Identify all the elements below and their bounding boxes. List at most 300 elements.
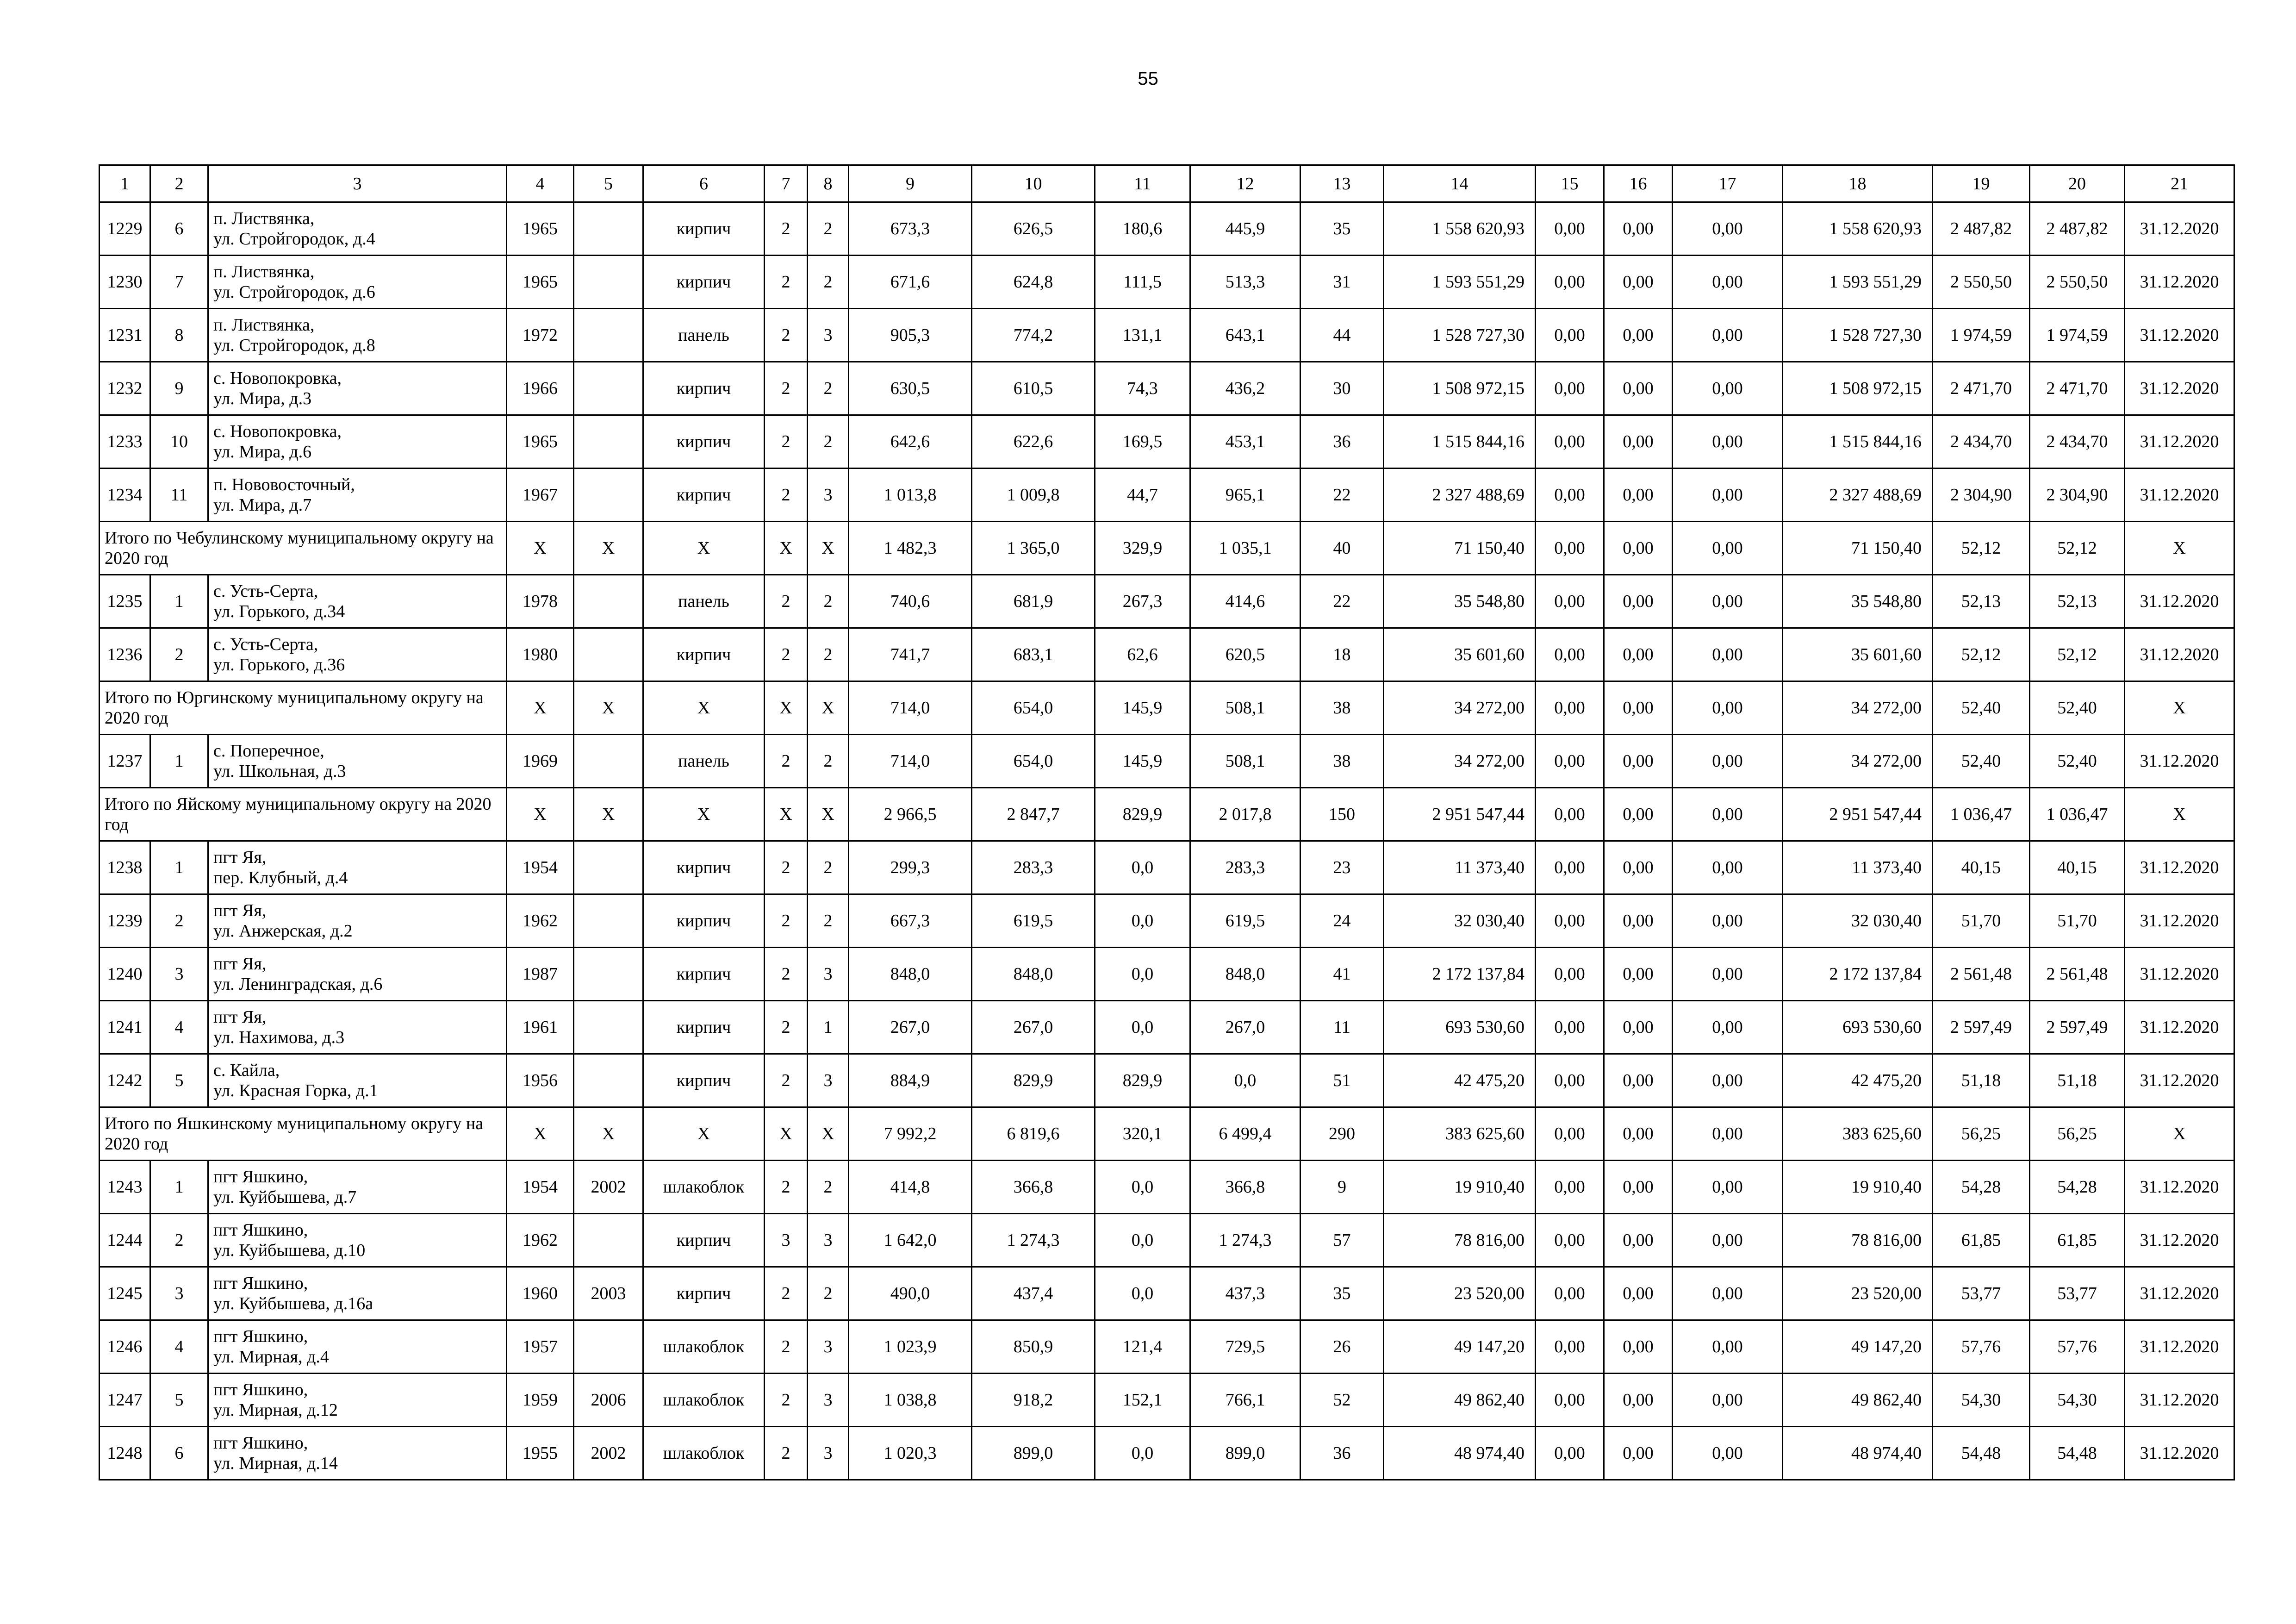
deadline-cell: 31.12.2020 [2125,468,2234,522]
value-cell-c12: 620,5 [1190,628,1300,681]
value-cell-c19: 2 487,82 [1933,202,2030,256]
value-cell-c16: 0,00 [1604,628,1673,681]
row-id-cell: 1245 [100,1267,150,1320]
value-cell-c14: 48 974,40 [1384,1427,1536,1480]
table-row [100,1427,2234,1480]
floors-cell: 3 [765,1214,808,1267]
table-row [100,1214,2234,1267]
value-cell-c16: 0,00 [1604,1107,1673,1161]
value-cell-c12: 267,0 [1190,1001,1300,1054]
row-id-cell: 1234 [100,468,150,522]
value-cell-c11: 0,0 [1095,948,1190,1001]
value-cell-c15: 0,00 [1536,1320,1604,1374]
row-number-cell: 1 [150,1161,208,1214]
value-cell-c13: 44 [1300,309,1384,362]
value-cell-c9: 714,0 [849,681,972,735]
value-cell-c19: 52,40 [1933,735,2030,788]
address-cell [208,362,507,415]
value-cell-c12: 729,5 [1190,1320,1300,1374]
value-cell-c9: 848,0 [849,948,972,1001]
housing-register-table [99,164,2235,1480]
value-cell-c14: 383 625,60 [1384,1107,1536,1161]
address-street: ул. Горького, д.36 [213,655,345,675]
value-cell-c9: 884,9 [849,1054,972,1107]
value-cell-c15: 0,00 [1536,415,1604,468]
deadline-cell: 31.12.2020 [2125,415,2234,468]
value-cell-c13: 52 [1300,1374,1384,1427]
value-cell-c16: 0,00 [1604,948,1673,1001]
year-rebuilt-cell [574,1001,643,1054]
value-cell-c19: 54,28 [1933,1161,2030,1214]
total-label-cell: Итого по Яйскому муниципальному округу на 2020 год [100,788,507,841]
value-cell-c15: 0,00 [1536,628,1604,681]
row-id-cell: 1244 [100,1214,150,1267]
floors-cell: 2 [765,1161,808,1214]
address-cell [208,468,507,522]
row-id-cell: 1241 [100,1001,150,1054]
value-cell-c19: 52,40 [1933,681,2030,735]
value-cell-c20: 52,12 [2030,628,2125,681]
floors-cell: 2 [765,841,808,894]
value-cell-c16: 0,00 [1604,575,1673,628]
value-cell-c14: 1 558 620,93 [1384,202,1536,256]
address-cell [208,1320,507,1374]
year-rebuilt-cell [574,256,643,309]
year-built-cell: 1957 [507,1320,574,1374]
value-cell-c20: 53,77 [2030,1267,2125,1320]
year-rebuilt-cell: 2003 [574,1267,643,1320]
address-cell [208,1054,507,1107]
value-cell-c19: 61,85 [1933,1214,2030,1267]
year-built-cell: X [507,681,574,735]
address-locality: с. Новопокровка, [213,369,342,388]
address-cell [208,309,507,362]
table-row [100,256,2234,309]
value-cell-c12: 848,0 [1190,948,1300,1001]
value-cell-c15: 0,00 [1536,309,1604,362]
value-cell-c12: 453,1 [1190,415,1300,468]
value-cell-c11: 145,9 [1095,735,1190,788]
value-cell-c15: 0,00 [1536,362,1604,415]
year-built-cell: 1959 [507,1374,574,1427]
entrances-cell: 2 [808,256,849,309]
deadline-cell: 31.12.2020 [2125,948,2234,1001]
value-cell-c18: 19 910,40 [1783,1161,1933,1214]
entrances-cell: 2 [808,415,849,468]
row-id-cell: 1239 [100,894,150,948]
value-cell-c20: 54,30 [2030,1374,2125,1427]
value-cell-c20: 54,48 [2030,1427,2125,1480]
row-number-cell: 7 [150,256,208,309]
value-cell-c15: 0,00 [1536,894,1604,948]
wall-material-cell: шлакоблок [643,1427,765,1480]
value-cell-c17: 0,00 [1673,1214,1783,1267]
row-id-cell: 1236 [100,628,150,681]
year-rebuilt-cell: X [574,681,643,735]
deadline-cell: 31.12.2020 [2125,309,2234,362]
value-cell-c13: 24 [1300,894,1384,948]
deadline-cell: 31.12.2020 [2125,1161,2234,1214]
address-locality: пгт Яшкино, [213,1220,308,1240]
value-cell-c19: 52,12 [1933,522,2030,575]
row-number-cell: 3 [150,1267,208,1320]
value-cell-c16: 0,00 [1604,1320,1673,1374]
value-cell-c9: 1 038,8 [849,1374,972,1427]
value-cell-c17: 0,00 [1673,468,1783,522]
value-cell-c11: 329,9 [1095,522,1190,575]
address-cell [208,735,507,788]
year-rebuilt-cell [574,309,643,362]
year-rebuilt-cell [574,948,643,1001]
entrances-cell: 2 [808,735,849,788]
address-cell [208,1001,507,1054]
value-cell-c14: 2 951 547,44 [1384,788,1536,841]
value-cell-c18: 42 475,20 [1783,1054,1933,1107]
value-cell-c16: 0,00 [1604,415,1673,468]
year-built-cell: 1978 [507,575,574,628]
value-cell-c16: 0,00 [1604,256,1673,309]
entrances-cell: 2 [808,202,849,256]
value-cell-c13: 36 [1300,415,1384,468]
value-cell-c14: 2 172 137,84 [1384,948,1536,1001]
year-rebuilt-cell: 2002 [574,1161,643,1214]
year-rebuilt-cell: X [574,1107,643,1161]
value-cell-c19: 40,15 [1933,841,2030,894]
address-locality: пгт Яшкино, [213,1433,308,1453]
value-cell-c11: 0,0 [1095,1161,1190,1214]
value-cell-c15: 0,00 [1536,1374,1604,1427]
wall-material-cell: кирпич [643,1214,765,1267]
address-locality: п. Листвянка, [213,262,315,281]
value-cell-c16: 0,00 [1604,1374,1673,1427]
value-cell-c15: 0,00 [1536,1161,1604,1214]
value-cell-c17: 0,00 [1673,522,1783,575]
wall-material-cell: кирпич [643,415,765,468]
year-built-cell: 1962 [507,1214,574,1267]
deadline-cell: 31.12.2020 [2125,202,2234,256]
value-cell-c15: 0,00 [1536,1107,1604,1161]
table-row [100,1054,2234,1107]
row-id-cell: 1240 [100,948,150,1001]
value-cell-c11: 62,6 [1095,628,1190,681]
year-built-cell: 1967 [507,468,574,522]
address-street: ул. Куйбышева, д.16а [213,1294,373,1313]
value-cell-c11: 267,3 [1095,575,1190,628]
value-cell-c10: 683,1 [972,628,1095,681]
floors-cell: 2 [765,1374,808,1427]
row-number-cell: 8 [150,309,208,362]
year-rebuilt-cell [574,841,643,894]
value-cell-c20: 54,28 [2030,1161,2125,1214]
value-cell-c18: 35 548,80 [1783,575,1933,628]
value-cell-c17: 0,00 [1673,362,1783,415]
value-cell-c9: 740,6 [849,575,972,628]
year-rebuilt-cell: 2002 [574,1427,643,1480]
value-cell-c19: 51,70 [1933,894,2030,948]
value-cell-c16: 0,00 [1604,894,1673,948]
entrances-cell: 1 [808,1001,849,1054]
value-cell-c12: 619,5 [1190,894,1300,948]
value-cell-c16: 0,00 [1604,735,1673,788]
entrances-cell: X [808,1107,849,1161]
address-locality: пгт Яшкино, [213,1380,308,1399]
floors-cell: 2 [765,1427,808,1480]
year-built-cell: 1955 [507,1427,574,1480]
deadline-cell: 31.12.2020 [2125,841,2234,894]
row-id-cell: 1246 [100,1320,150,1374]
value-cell-c11: 0,0 [1095,1001,1190,1054]
value-cell-c11: 0,0 [1095,1267,1190,1320]
deadline-cell: 31.12.2020 [2125,628,2234,681]
total-label-cell: Итого по Яшкинскому муниципальному округу на 2020 год [100,1107,507,1161]
value-cell-c10: 1 274,3 [972,1214,1095,1267]
address-locality: пгт Яшкино, [213,1274,308,1293]
floors-cell: 2 [765,256,808,309]
table-row [100,202,2234,256]
address-street: ул. Куйбышева, д.10 [213,1241,366,1260]
year-built-cell: 1954 [507,841,574,894]
value-cell-c10: 437,4 [972,1267,1095,1320]
total-row [100,788,2234,841]
value-cell-c19: 52,12 [1933,628,2030,681]
value-cell-c13: 9 [1300,1161,1384,1214]
table-row [100,894,2234,948]
value-cell-c18: 35 601,60 [1783,628,1933,681]
year-built-cell: 1960 [507,1267,574,1320]
value-cell-c13: 26 [1300,1320,1384,1374]
value-cell-c16: 0,00 [1604,362,1673,415]
value-cell-c18: 49 147,20 [1783,1320,1933,1374]
year-built-cell: 1965 [507,202,574,256]
value-cell-c18: 34 272,00 [1783,681,1933,735]
floors-cell: 2 [765,1320,808,1374]
table-row [100,362,2234,415]
floors-cell: 2 [765,1001,808,1054]
year-rebuilt-cell [574,1054,643,1107]
value-cell-c19: 2 561,48 [1933,948,2030,1001]
column-header-8: 8 [808,165,849,202]
value-cell-c14: 1 515 844,16 [1384,415,1536,468]
value-cell-c13: 38 [1300,681,1384,735]
value-cell-c20: 52,40 [2030,681,2125,735]
value-cell-c10: 654,0 [972,681,1095,735]
value-cell-c14: 34 272,00 [1384,681,1536,735]
wall-material-cell: кирпич [643,202,765,256]
row-id-cell: 1242 [100,1054,150,1107]
value-cell-c20: 2 550,50 [2030,256,2125,309]
year-built-cell: 1954 [507,1161,574,1214]
value-cell-c17: 0,00 [1673,735,1783,788]
value-cell-c17: 0,00 [1673,788,1783,841]
value-cell-c9: 7 992,2 [849,1107,972,1161]
value-cell-c20: 2 471,70 [2030,362,2125,415]
row-id-cell: 1232 [100,362,150,415]
deadline-cell: 31.12.2020 [2125,362,2234,415]
value-cell-c15: 0,00 [1536,1267,1604,1320]
value-cell-c17: 0,00 [1673,256,1783,309]
value-cell-c19: 2 550,50 [1933,256,2030,309]
address-cell [208,575,507,628]
value-cell-c9: 1 482,3 [849,522,972,575]
value-cell-c10: 899,0 [972,1427,1095,1480]
address-street: ул. Анжерская, д.2 [213,921,353,941]
value-cell-c10: 1 365,0 [972,522,1095,575]
row-number-cell: 11 [150,468,208,522]
value-cell-c10: 2 847,7 [972,788,1095,841]
column-header-16: 16 [1604,165,1673,202]
value-cell-c13: 290 [1300,1107,1384,1161]
value-cell-c12: 366,8 [1190,1161,1300,1214]
row-id-cell: 1229 [100,202,150,256]
deadline-cell: 31.12.2020 [2125,1374,2234,1427]
value-cell-c17: 0,00 [1673,1374,1783,1427]
value-cell-c15: 0,00 [1536,948,1604,1001]
wall-material-cell: X [643,681,765,735]
year-rebuilt-cell: X [574,522,643,575]
value-cell-c14: 49 862,40 [1384,1374,1536,1427]
value-cell-c17: 0,00 [1673,1001,1783,1054]
address-street: ул. Стройгородок, д.6 [213,282,375,302]
value-cell-c13: 30 [1300,362,1384,415]
value-cell-c12: 283,3 [1190,841,1300,894]
value-cell-c12: 437,3 [1190,1267,1300,1320]
entrances-cell: 2 [808,575,849,628]
wall-material-cell: кирпич [643,362,765,415]
value-cell-c15: 0,00 [1536,202,1604,256]
value-cell-c10: 918,2 [972,1374,1095,1427]
value-cell-c12: 0,0 [1190,1054,1300,1107]
value-cell-c16: 0,00 [1604,1054,1673,1107]
row-number-cell: 6 [150,202,208,256]
table-row [100,575,2234,628]
year-rebuilt-cell [574,575,643,628]
floors-cell: 2 [765,1267,808,1320]
year-built-cell: 1972 [507,309,574,362]
value-cell-c14: 2 327 488,69 [1384,468,1536,522]
deadline-cell: 31.12.2020 [2125,575,2234,628]
address-locality: п. Нововосточный, [213,475,355,494]
floors-cell: X [765,681,808,735]
row-id-cell: 1233 [100,415,150,468]
wall-material-cell: кирпич [643,1001,765,1054]
floors-cell: 2 [765,1054,808,1107]
row-number-cell: 3 [150,948,208,1001]
value-cell-c13: 31 [1300,256,1384,309]
value-cell-c16: 0,00 [1604,1161,1673,1214]
value-cell-c16: 0,00 [1604,681,1673,735]
entrances-cell: 3 [808,1214,849,1267]
total-row [100,681,2234,735]
row-id-cell: 1248 [100,1427,150,1480]
value-cell-c17: 0,00 [1673,948,1783,1001]
value-cell-c16: 0,00 [1604,1001,1673,1054]
value-cell-c18: 71 150,40 [1783,522,1933,575]
table-row [100,1320,2234,1374]
value-cell-c13: 40 [1300,522,1384,575]
value-cell-c20: 51,70 [2030,894,2125,948]
value-cell-c17: 0,00 [1673,309,1783,362]
floors-cell: 2 [765,735,808,788]
wall-material-cell: панель [643,575,765,628]
year-built-cell: 1969 [507,735,574,788]
value-cell-c11: 180,6 [1095,202,1190,256]
value-cell-c18: 693 530,60 [1783,1001,1933,1054]
table-row [100,1267,2234,1320]
value-cell-c10: 1 009,8 [972,468,1095,522]
table-row [100,1374,2234,1427]
deadline-cell: X [2125,788,2234,841]
address-street: ул. Мирная, д.12 [213,1400,338,1420]
value-cell-c18: 2 327 488,69 [1783,468,1933,522]
address-locality: с. Новопокровка, [213,422,342,441]
value-cell-c19: 1 036,47 [1933,788,2030,841]
year-rebuilt-cell: X [574,788,643,841]
column-header-2: 2 [150,165,208,202]
value-cell-c19: 54,30 [1933,1374,2030,1427]
value-cell-c16: 0,00 [1604,468,1673,522]
value-cell-c19: 56,25 [1933,1107,2030,1161]
floors-cell: 2 [765,202,808,256]
value-cell-c10: 267,0 [972,1001,1095,1054]
value-cell-c10: 848,0 [972,948,1095,1001]
table-row [100,468,2234,522]
address-locality: пгт Яя, [213,954,267,974]
table-row [100,948,2234,1001]
value-cell-c9: 673,3 [849,202,972,256]
wall-material-cell: шлакоблок [643,1374,765,1427]
value-cell-c17: 0,00 [1673,894,1783,948]
year-rebuilt-cell [574,468,643,522]
value-cell-c11: 131,1 [1095,309,1190,362]
floors-cell: 2 [765,575,808,628]
value-cell-c14: 71 150,40 [1384,522,1536,575]
value-cell-c20: 61,85 [2030,1214,2125,1267]
value-cell-c15: 0,00 [1536,841,1604,894]
column-header-11: 11 [1095,165,1190,202]
row-number-cell: 2 [150,894,208,948]
value-cell-c17: 0,00 [1673,1427,1783,1480]
value-cell-c16: 0,00 [1604,1427,1673,1480]
entrances-cell: X [808,522,849,575]
row-number-cell: 2 [150,628,208,681]
year-built-cell: 1966 [507,362,574,415]
year-rebuilt-cell [574,202,643,256]
value-cell-c12: 2 017,8 [1190,788,1300,841]
deadline-cell: X [2125,522,2234,575]
value-cell-c10: 610,5 [972,362,1095,415]
column-header-12: 12 [1190,165,1300,202]
value-cell-c15: 0,00 [1536,256,1604,309]
floors-cell: 2 [765,894,808,948]
address-cell [208,894,507,948]
value-cell-c15: 0,00 [1536,575,1604,628]
value-cell-c10: 366,8 [972,1161,1095,1214]
floors-cell: 2 [765,628,808,681]
value-cell-c11: 145,9 [1095,681,1190,735]
row-number-cell: 1 [150,575,208,628]
entrances-cell: 2 [808,841,849,894]
value-cell-c14: 1 593 551,29 [1384,256,1536,309]
value-cell-c20: 56,25 [2030,1107,2125,1161]
value-cell-c18: 1 558 620,93 [1783,202,1933,256]
value-cell-c13: 41 [1300,948,1384,1001]
value-cell-c12: 508,1 [1190,735,1300,788]
year-built-cell: 1980 [507,628,574,681]
wall-material-cell: кирпич [643,948,765,1001]
address-cell [208,841,507,894]
value-cell-c20: 40,15 [2030,841,2125,894]
row-id-cell: 1230 [100,256,150,309]
